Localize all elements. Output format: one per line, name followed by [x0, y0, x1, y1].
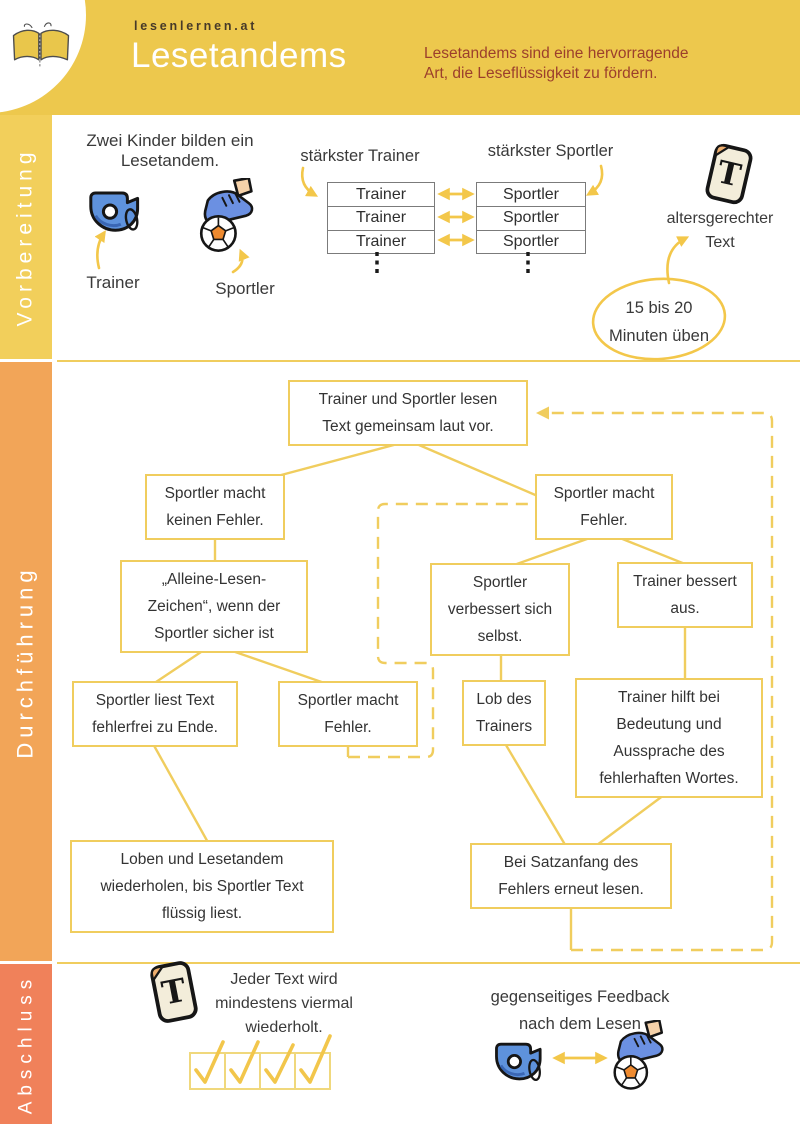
open-book-icon [8, 18, 74, 74]
age-appropriate-text-label [645, 207, 795, 255]
flow-box-start: Trainer und Sportler lesen Text gemeinsam laut vor. [288, 380, 528, 446]
site-name: lesenlernen.at [134, 19, 258, 33]
ellipsis: ⋮ [515, 248, 541, 276]
trainer-cell: Trainer [328, 230, 434, 253]
flow-box-reads-error-free: Sportler liest Text fehlerfrei zu Ende. [72, 681, 238, 747]
intro-line: Lesetandem. [120, 151, 220, 170]
flow-box-no-error: Sportler macht keinen Fehler. [145, 474, 285, 540]
text-document-icon [696, 138, 763, 211]
flow-box-alone-reading-sign: „Alleine-Lesen- Zeichen“, wenn der Sportler sicher ist [120, 560, 308, 653]
trainer-column [327, 182, 435, 254]
sportler-label: Sportler [215, 279, 275, 298]
soccer-shoe-icon [606, 1020, 668, 1090]
whistle-icon [492, 1034, 548, 1088]
section-label-abschluss: Abschluss [15, 973, 37, 1115]
checkmark-icon [231, 1042, 258, 1082]
trainer-label: Trainer [86, 273, 140, 292]
subtitle-line: Art, die Leseflüssigkeit zu fördern. [424, 65, 658, 82]
arrow-to-shoe [233, 252, 242, 272]
minutes-bubble-text [598, 294, 720, 350]
ellipsis: ⋮ [364, 248, 390, 276]
whistle-icon [86, 182, 146, 240]
strongest-sportler-label: stärkster Sportler [487, 142, 614, 160]
bubble-line: 15 bis 20 [625, 299, 693, 317]
checkmarks-row [190, 1036, 330, 1089]
flow-box-reread-sentence: Bei Satzanfang des Fehlers erneut lesen. [470, 843, 672, 909]
sidebar-section-vorbereitung [0, 115, 52, 359]
sportler-cell: Sportler [502, 185, 560, 203]
intro-text [75, 131, 265, 171]
checkmark-icon [196, 1042, 223, 1082]
strongest-trainer-label: stärkster Trainer [300, 147, 420, 165]
flow-box-error: Sportler macht Fehler. [535, 474, 673, 540]
trainer-cell: Trainer [328, 206, 434, 229]
label-line: altersgerechter [666, 210, 774, 227]
section-divider [57, 360, 800, 363]
flow-box-praise-repeat: Loben und Lesetandem wiederholen, bis Sportler Text flüssig liest. [70, 840, 334, 933]
section-label-durchfuehrung: Durchführung [13, 564, 38, 759]
sportler-column [476, 182, 586, 254]
bubble-line: Minuten üben [609, 327, 709, 345]
label-line: Text [705, 234, 735, 251]
flow-box-trainer-corrects: Trainer bessert aus. [617, 562, 753, 628]
flow-box-error-again: Sportler macht Fehler. [278, 681, 418, 747]
sidebar-section-abschluss [0, 964, 52, 1124]
section-label-vorbereitung: Vorbereitung [14, 147, 37, 327]
flow-box-praise: Lob des Trainers [462, 680, 546, 746]
arrow-staerkster-trainer [302, 168, 315, 195]
t-glyph: T [713, 154, 745, 195]
checkmark-icon [301, 1036, 330, 1082]
soccer-shoe-icon [192, 178, 258, 252]
feedback-note: gegenseitiges Feedback nach dem Lesen [490, 988, 670, 1033]
sidebar-section-durchfuehrung [0, 362, 52, 961]
subtitle-line: Lesetandems sind eine hervorragende [424, 45, 689, 62]
flow-box-trainer-helps: Trainer hilft bei Bedeutung und Aussprache des fehlerhaften Wortes. [575, 678, 763, 798]
text-document-icon [140, 955, 207, 1029]
repeat-note: Jeder Text wird mindestens viermal wiederholt. [215, 971, 353, 1036]
page-title: Lesetandems [131, 36, 347, 75]
sportler-cell: Sportler [477, 206, 585, 229]
t-glyph: T [158, 970, 190, 1013]
arrow-staerkster-sportler [589, 166, 602, 194]
loop-arrowhead [536, 407, 549, 420]
sportler-cell: Sportler [477, 230, 585, 253]
intro-line: Zwei Kinder bilden ein [86, 131, 254, 150]
checkmark-icon [266, 1045, 293, 1082]
flow-box-self-correct: Sportler verbessert sich selbst. [430, 563, 570, 656]
trainer-cell: Trainer [355, 185, 407, 203]
page-subtitle [424, 44, 689, 84]
